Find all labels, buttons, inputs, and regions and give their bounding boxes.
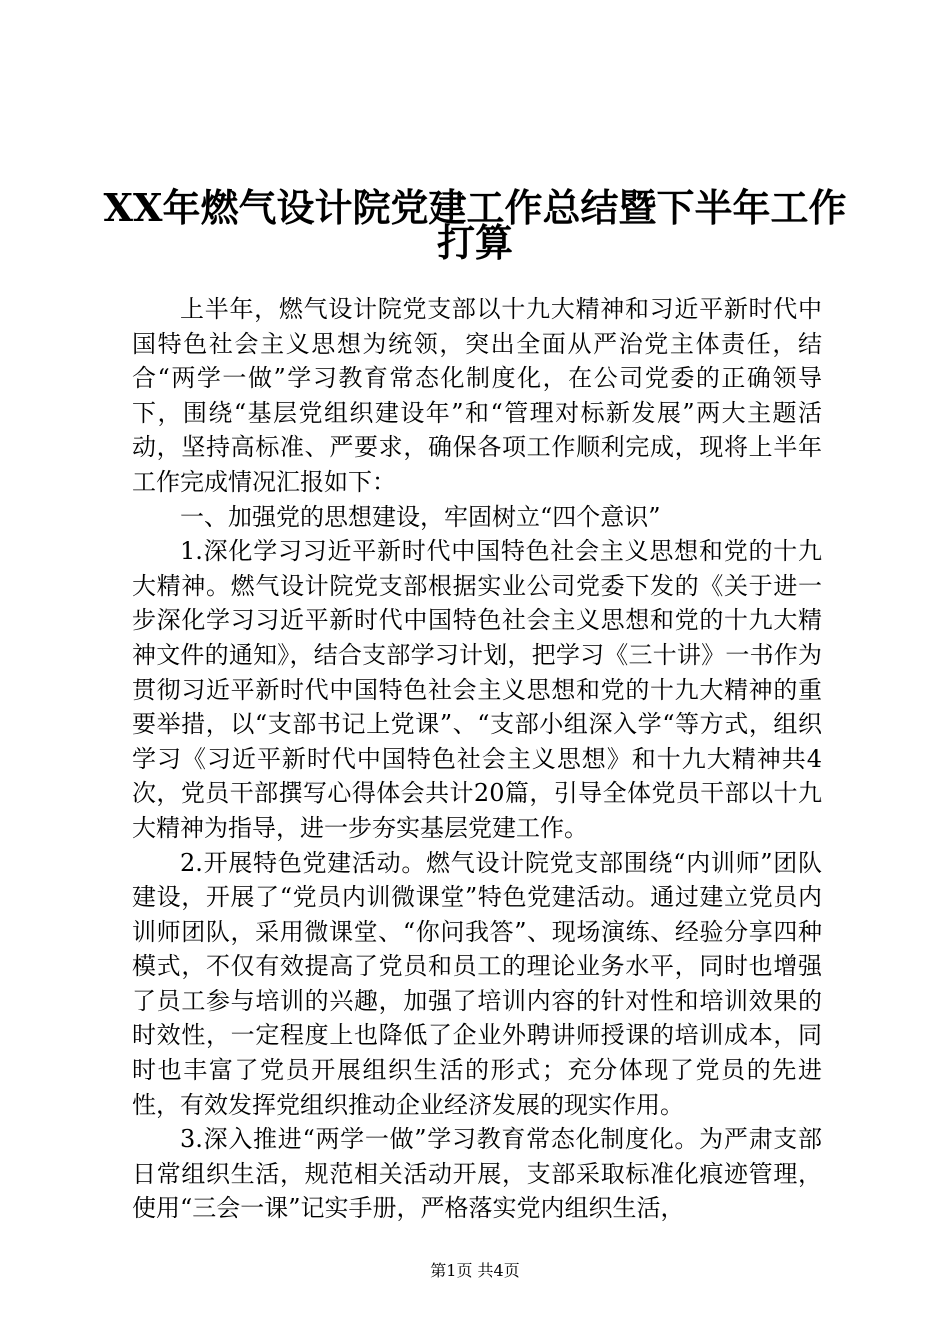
- page-number-footer: 第1页 共4页: [430, 1261, 520, 1280]
- section-heading-1: 一、加强党的思想建设，牢固树立“四个意识”: [180, 502, 661, 531]
- document-body: [132, 292, 822, 1226]
- paragraph-intro: 上半年，燃气设计院党支部以十九大精神和习近平新时代中国特色社会主义思想为统领，突出全面从严治党主体责任，结合“两学一做”学习教育常态化制度化，在公司党委的正确领导下，围绕“基层党组织建设年”和“管理对标新发展”两大主题活动，坚持高标准、严要求，确保各项工作顺利完成，现将上半年工作完成情况汇报如下：: [132, 295, 822, 496]
- document-title-line-1: XX年燃气设计院党建工作总结暨下半年工作: [103, 185, 847, 230]
- paragraph-item-3: 3.深入推进“两学一做”学习教育常态化制度化。为严肃支部日常组织生活，规范相关活动开展，支部采取标准化痕迹管理，使用“三会一课”记实手册，严格落实党内组织生活，: [132, 1125, 822, 1223]
- paragraph-item-1: 1.深化学习习近平新时代中国特色社会主义思想和党的十九大精神。燃气设计院党支部根据实业公司党委下发的《关于进一步深化学习习近平新时代中国特色社会主义思想和党的十九大精神文件的通知》，结合支部学习计划，把学习《三十讲》一书作为贯彻习近平新时代中国特色社会主义思想和党的十九大精神的重要举措，以“支部书记上党课”、“支部小组深入学“等方式，组织学习《习近平新时代中国特色社会主义思想》和十九大精神共4次，党员干部撰写心得体会共计20篇，引导全体党员干部以十九大精神为指导，进一步夯实基层党建工作。: [132, 537, 822, 842]
- paragraph-item-2: 2.开展特色党建活动。燃气设计院党支部围绕“内训师”团队建设，开展了“党员内训微课堂”特色党建活动。通过建立党员内训师团队，采用微课堂、“你问我答”、现场演练、经验分享四种模式，不仅有效提高了党员和员工的理论业务水平，同时也增强了员工参与培训的兴趣，加强了培训内容的针对性和培训效果的时效性，一定程度上也降低了企业外聘讲师授课的培训成本，同时也丰富了党员开展组织生活的形式；充分体现了党员的先进性，有效发挥党组织推动企业经济发展的现实作用。: [132, 848, 822, 1119]
- document-title-line-2: 打算: [436, 220, 513, 265]
